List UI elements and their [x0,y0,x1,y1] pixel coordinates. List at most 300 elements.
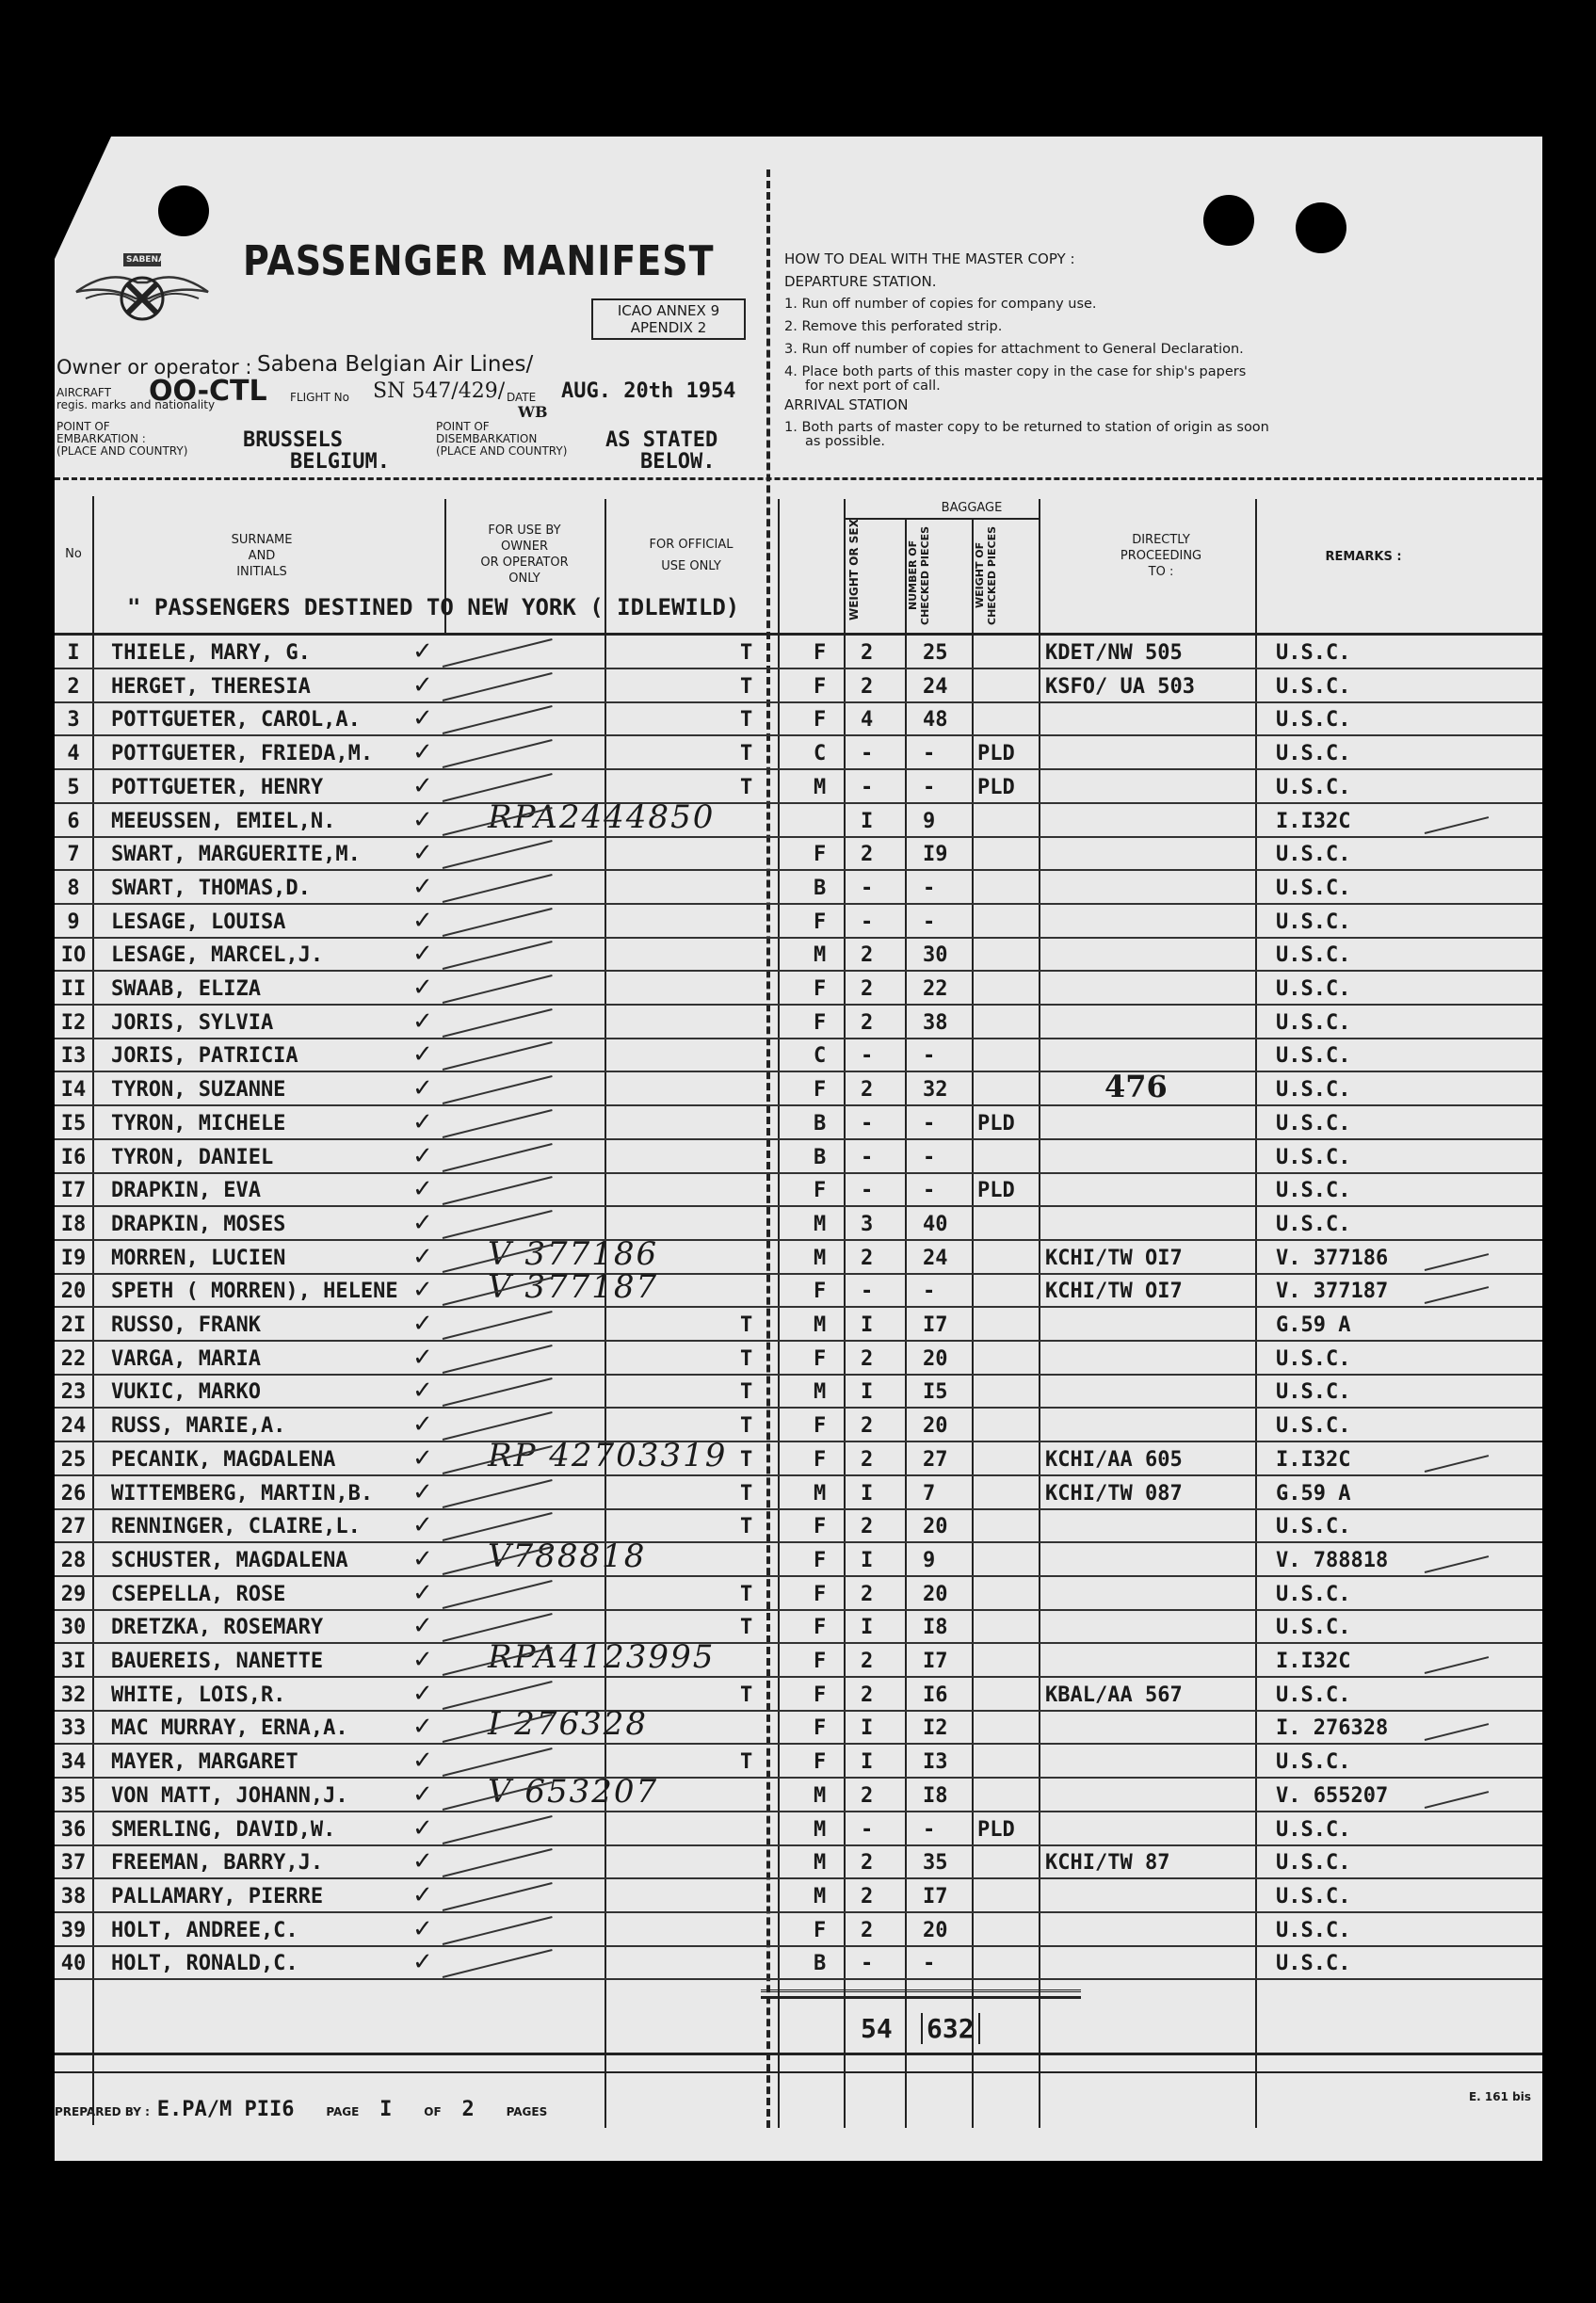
transit-mark: T [740,1582,753,1606]
passenger-name: SWART, MARGUERITE,M. [111,843,361,867]
pen-stroke [443,1580,553,1609]
checked-pieces: - [861,1817,874,1842]
instr-d3: 3. Run off number of copies for attachment to General Declaration. [784,342,1244,357]
transit-mark: T [740,674,753,699]
checked-weight: 38 [923,1010,948,1035]
manifest-sheet [55,137,1542,2161]
table-row [55,1310,1542,1342]
remarks: U.S.C. [1276,1582,1351,1606]
row-number: 8 [67,876,80,900]
checked-pieces: I [861,1616,874,1640]
row-rule [55,1474,1542,1476]
table-row [55,1478,1542,1510]
checked-pieces: 2 [861,843,874,867]
checked-weight: I7 [923,1650,948,1673]
col-proceeding-2: PROCEEDING [1120,549,1202,563]
remarks: U.S.C. [1276,1111,1351,1135]
row-number: 27 [60,1515,87,1539]
checked-pieces: - [861,1111,874,1135]
instr-d2: 2. Remove this perforated strip. [784,319,1003,334]
checked-weight: 27 [923,1447,948,1472]
remarks: U.S.C. [1276,1179,1351,1203]
checked-weight: - [923,876,936,900]
weight-or-sex: M [814,1783,827,1808]
punch-hole-left [158,185,209,236]
remarks: V. 377187 [1276,1280,1389,1304]
passenger-name: TYRON, MICHELE [111,1111,286,1135]
check-mark-icon: ✓ [412,704,433,733]
pen-stroke [443,874,553,903]
icao-box [591,298,746,340]
remarks: U.S.C. [1276,1044,1351,1069]
checked-weight: 9 [923,809,936,833]
col-official [605,537,778,574]
row-number: I8 [60,1212,87,1236]
check-mark-icon: ✓ [412,1040,433,1070]
col-proceeding-3: TO : [1148,565,1174,579]
remarks: I. 276328 [1276,1716,1389,1741]
checked-pieces: - [861,1280,874,1304]
remarks: I.I32C [1276,809,1351,833]
pen-stroke [443,1916,553,1945]
weight-or-sex: F [814,1414,827,1439]
remark-check-stroke [1425,1455,1489,1473]
row-number: I2 [60,1010,87,1035]
check-mark-icon: ✓ [412,1747,433,1776]
weight-or-sex: F [814,977,827,1001]
row-rule [55,970,1542,972]
passenger-name: RUSS, MARIE,A. [111,1414,286,1439]
aircraft-label-1: AIRCRAFT [56,386,111,399]
remarks: U.S.C. [1276,1346,1351,1371]
weight-or-sex: B [814,1111,827,1135]
disembark-label-1: POINT OF [436,420,490,433]
check-mark-icon: ✓ [412,872,433,901]
remarks: U.S.C. [1276,876,1351,900]
weight-or-sex: M [814,775,827,799]
passenger-name: MAC MURRAY, ERNA,A. [111,1716,348,1741]
checked-weight: 24 [923,1246,948,1270]
passenger-name: FREEMAN, BARRY,J. [111,1851,324,1876]
remarks: G.59 A [1276,1313,1351,1337]
pen-stroke [443,1949,553,1978]
checked-weight: I6 [923,1683,948,1707]
passenger-name: DRAPKIN, EVA [111,1179,261,1203]
checked-pieces: I [861,1380,874,1405]
checked-pieces: - [861,1044,874,1069]
table-row [55,671,1542,703]
row-rule [55,1575,1542,1577]
flight-value: SN 547/429/ [373,379,506,403]
owner-label: Owner or operator : [56,356,252,378]
checked-pieces: 2 [861,1650,874,1673]
proceeding-to: KSFO/ UA 503 [1045,674,1195,699]
row-number: 2I [60,1313,87,1337]
checked-weight: - [923,1044,936,1069]
row-number: 25 [60,1447,87,1472]
table-row [55,974,1542,1006]
row-number: 3 [67,708,80,733]
pen-stroke [443,1142,553,1171]
row-rule [55,1609,1542,1611]
check-mark-icon: ✓ [412,1780,433,1809]
passenger-name: HOLT, ANDREE,C. [111,1918,298,1942]
checked-pieces: I [861,809,874,833]
checked-weight: 25 [923,641,948,665]
weight-or-sex: M [814,1851,827,1876]
remarks: V. 377186 [1276,1246,1389,1270]
row-number: 9 [67,910,80,934]
checked-weight: 32 [923,1078,948,1103]
passenger-name: SCHUSTER, MAGDALENA [111,1548,348,1572]
weight-or-sex: M [814,1884,827,1908]
col-weight-checked: WEIGHT OF CHECKED PIECES [974,525,998,625]
checked-pieces: 2 [861,1851,874,1876]
check-mark-icon: ✓ [412,1242,433,1271]
remark-check-stroke [1425,1555,1489,1573]
check-mark-icon: ✓ [412,1646,433,1674]
table-row [55,1511,1542,1543]
weight-or-sex: F [814,708,827,733]
official-entry: V 653207 [488,1772,659,1811]
check-mark-icon: ✓ [412,1612,433,1641]
checked-weight: 9 [923,1548,936,1572]
table-row [55,940,1542,972]
check-mark-icon: ✓ [412,1477,433,1506]
pen-stroke [443,739,553,768]
passenger-name: VUKIC, MARKO [111,1380,261,1405]
table-row [55,907,1542,939]
passenger-name: RUSSO, FRANK [111,1313,261,1337]
passenger-name: LESAGE, MARCEL,J. [111,943,324,968]
checked-pieces: - [861,775,874,799]
col-owner-use [444,523,605,587]
pen-stroke [443,908,553,937]
pen-stroke [443,974,553,1004]
weight-or-sex: F [814,1918,827,1942]
prepared-value: E.PA/M PII6 [156,2098,295,2121]
row-rule [55,1642,1542,1644]
form-code: E. 161 bis [1468,2090,1531,2103]
passenger-name: TYRON, SUZANNE [111,1078,286,1103]
col-owner-use-3: OR OPERATOR [480,556,569,570]
checked-weight: I2 [923,1716,948,1741]
header-bottom-rule [55,633,1542,636]
checked-pieces: 2 [861,1683,874,1707]
checked-pieces: 2 [861,674,874,699]
weight-or-sex: F [814,1179,827,1203]
disembark-label-3: (PLACE AND COUNTRY) [436,444,568,458]
row-number: 24 [60,1414,87,1439]
transit-mark: T [740,1750,753,1775]
checked-weight: 24 [923,674,948,699]
remarks: U.S.C. [1276,1078,1351,1103]
row-rule [55,1273,1542,1275]
remark-check-stroke [1425,1656,1489,1674]
checked-weight: 20 [923,1515,948,1539]
row-rule [55,701,1542,703]
checked-weight: 22 [923,977,948,1001]
row-number: 39 [60,1918,87,1942]
official-entry: V788818 [488,1537,647,1575]
checked-weight: - [923,1817,936,1842]
checked-weight: 40 [923,1212,948,1236]
weight-or-sex: B [814,1145,827,1169]
col-proceeding-1: DIRECTLY [1132,533,1190,547]
embark-label [56,421,187,458]
check-mark-icon: ✓ [412,1410,433,1440]
transit-mark: T [740,641,753,665]
proceeding-to: 476 [1104,1069,1168,1105]
table-row [55,1108,1542,1140]
master-copy-instructions [784,248,1462,453]
weight-or-sex: F [814,1010,827,1035]
transit-mark: T [740,1616,753,1640]
row-rule [55,1306,1542,1308]
checked-weight: I8 [923,1783,948,1808]
row-rule [55,1911,1542,1913]
embark-value-2: BELGIUM. [290,450,390,474]
remarks: U.S.C. [1276,1952,1351,1976]
remarks: U.S.C. [1276,1851,1351,1876]
table-row [55,1234,1542,1275]
pen-stroke [443,1008,553,1038]
checked-pieces: 2 [861,641,874,665]
weight-or-sex: F [814,1650,827,1673]
table-row [55,1847,1542,1879]
table-row [55,738,1542,770]
row-rule [55,903,1542,905]
col-remarks: REMARKS : [1325,550,1402,564]
table-row [55,1915,1542,1947]
row-number: 26 [60,1481,87,1506]
check-mark-icon: ✓ [412,839,433,868]
check-mark-icon: ✓ [412,738,433,767]
date-label: DATE [507,391,537,404]
passenger-name: JORIS, PATRICIA [111,1044,298,1069]
weight-or-sex: M [814,943,827,968]
col-owner-use-1: FOR USE BY [488,523,561,538]
embark-label-1: POINT OF [56,420,110,433]
row-rule [55,1172,1542,1174]
col-num-checked: NUMBER OF CHECKED PIECES [907,525,931,625]
transit-mark: T [740,775,753,799]
transit-mark: T [740,1346,753,1371]
weight-or-sex: M [814,1817,827,1842]
passenger-name: MAYER, MARGARET [111,1750,298,1775]
footer-rule [55,2071,1542,2073]
remarks: U.S.C. [1276,641,1351,665]
row-rule [55,1541,1542,1543]
row-rule [55,1071,1542,1072]
remarks: U.S.C. [1276,1515,1351,1539]
checked-pieces: 3 [861,1212,874,1236]
prepared-label: PREPARED BY : [55,2105,150,2118]
weight-or-sex: F [814,1716,827,1741]
passenger-name: VON MATT, JOHANN,J. [111,1783,348,1808]
remarks: U.S.C. [1276,977,1351,1001]
row-number: 29 [60,1582,87,1606]
row-rule [55,1441,1542,1442]
row-number: 6 [67,809,80,833]
row-rule [55,937,1542,939]
col-official-2: USE ONLY [661,559,721,573]
passenger-name: DRETZKA, ROSEMARY [111,1616,324,1640]
pen-stroke [443,840,553,869]
row-number: I6 [60,1145,87,1169]
checked-pieces: - [861,876,874,900]
weight-or-sex: M [814,1313,827,1337]
proceeding-to: KCHI/AA 605 [1045,1447,1183,1472]
passenger-name: SWAAB, ELIZA [111,977,261,1001]
passenger-name: HERGET, THERESIA [111,674,311,699]
instr-a1b: as possible. [805,434,886,449]
passenger-name: THIELE, MARY, G. [111,641,311,665]
check-mark-icon: ✓ [412,1813,433,1843]
row-rule [55,1877,1542,1879]
proceeding-to: KCHI/TW OI7 [1045,1280,1183,1304]
weight-or-sex: F [814,1548,827,1572]
remarks: I.I32C [1276,1650,1351,1673]
page-title: PASSENGER MANIFEST [243,236,715,285]
checked-weight: 20 [923,1414,948,1439]
check-mark-icon: ✓ [412,1343,433,1372]
checked-pieces: - [861,1179,874,1203]
checked-weight: - [923,910,936,934]
table-bottom-rule [55,2053,1542,2055]
row-rule [55,1205,1542,1207]
row-number: I4 [60,1078,87,1103]
check-mark-icon: ✓ [412,1847,433,1876]
col-surname-2: AND [248,549,276,563]
row-rule [55,1978,1542,1980]
table-row [55,1881,1542,1913]
row-number: I3 [60,1044,87,1069]
official-entry: V 377187 [488,1268,659,1307]
table-row [55,772,1542,804]
instr-a1: 1. Both parts of master copy to be returned to station of origin as soon [784,420,1269,435]
table-row [55,704,1542,736]
transit-mark: T [740,1313,753,1337]
weight-or-sex: M [814,1212,827,1236]
passenger-name: JORIS, SYLVIA [111,1010,274,1035]
row-number: I5 [60,1111,87,1135]
table-row [55,1436,1542,1476]
remark-check-stroke [1425,1253,1489,1271]
pen-stroke [443,1848,553,1877]
remarks: U.S.C. [1276,674,1351,699]
passenger-name: PALLAMARY, PIERRE [111,1884,324,1908]
checked-weight: 20 [923,1346,948,1371]
checked-weight: 20 [923,1918,948,1942]
row-rule [55,734,1542,736]
checked-weight: - [923,1280,936,1304]
table-row [55,1680,1542,1712]
weight-or-sex: M [814,1246,827,1270]
check-mark-icon: ✓ [412,1141,433,1170]
weight-or-sex: F [814,843,827,867]
transit-mark: T [740,708,753,733]
row-rule [55,1407,1542,1409]
pen-stroke [443,1075,553,1104]
checked-pieces: I [861,1716,874,1741]
row-rule [55,1004,1542,1006]
table-row [55,1772,1542,1812]
embark-label-3: (PLACE AND COUNTRY) [56,444,188,458]
table-row [55,1410,1542,1442]
weight-or-sex: C [814,742,827,766]
checked-pieces: - [861,1145,874,1169]
row-rule [55,1340,1542,1342]
checked-pieces: 2 [861,1582,874,1606]
row-rule [55,1844,1542,1846]
checked-pieces: 4 [861,708,874,733]
weight-or-sex: F [814,1078,827,1103]
proceeding-to: KCHI/TW 87 [1045,1851,1170,1876]
checked-weight: I7 [923,1884,948,1908]
remarks: U.S.C. [1276,1212,1351,1236]
weight-or-sex: M [814,1481,827,1506]
check-mark-icon: ✓ [412,637,433,666]
row-number: 30 [60,1616,87,1640]
transit-mark: T [740,1414,753,1439]
page-value: I [379,2098,393,2121]
remarks: U.S.C. [1276,775,1351,799]
checked-pieces: 2 [861,1447,874,1472]
checked-weight: I9 [923,843,948,867]
disembark-label-2: DISEMBARKATION [436,432,538,445]
table-row [55,1948,1542,1980]
footer [55,2098,547,2121]
unchecked-weight: PLD [977,742,1015,766]
checked-pieces: 2 [861,977,874,1001]
remarks: U.S.C. [1276,1750,1351,1775]
baggage-rule [844,518,1039,520]
check-mark-icon: ✓ [412,1679,433,1708]
unchecked-weight: PLD [977,1179,1015,1203]
passenger-name: VARGA, MARIA [111,1346,261,1371]
table-row [55,637,1542,669]
pen-stroke [443,1345,553,1374]
row-number: 37 [60,1851,87,1876]
row-number: 34 [60,1750,87,1775]
checked-pieces: I [861,1548,874,1572]
passenger-name: DRAPKIN, MOSES [111,1212,286,1236]
table-row [55,873,1542,905]
checked-pieces: - [861,910,874,934]
row-number: I [67,641,80,665]
checked-weight: - [923,1952,936,1976]
aircraft-value: OO-CTL [149,375,267,408]
table-row [55,1747,1542,1779]
check-mark-icon: ✓ [412,1948,433,1977]
checked-weight: - [923,1179,936,1203]
pen-stroke [443,1311,553,1340]
passenger-name: WHITE, LOIS,R. [111,1683,286,1707]
row-rule [55,1239,1542,1241]
remarks: U.S.C. [1276,910,1351,934]
check-mark-icon: ✓ [412,906,433,935]
weight-or-sex: M [814,1380,827,1405]
check-mark-icon: ✓ [412,1276,433,1305]
weight-or-sex: F [814,1346,827,1371]
row-number: I7 [60,1179,87,1203]
checked-pieces: 2 [861,1783,874,1808]
checked-pieces: 2 [861,1078,874,1103]
official-entry: RPA4123995 [488,1638,716,1676]
unchecked-weight: PLD [977,775,1015,799]
logo-text: SABENA [126,255,165,265]
